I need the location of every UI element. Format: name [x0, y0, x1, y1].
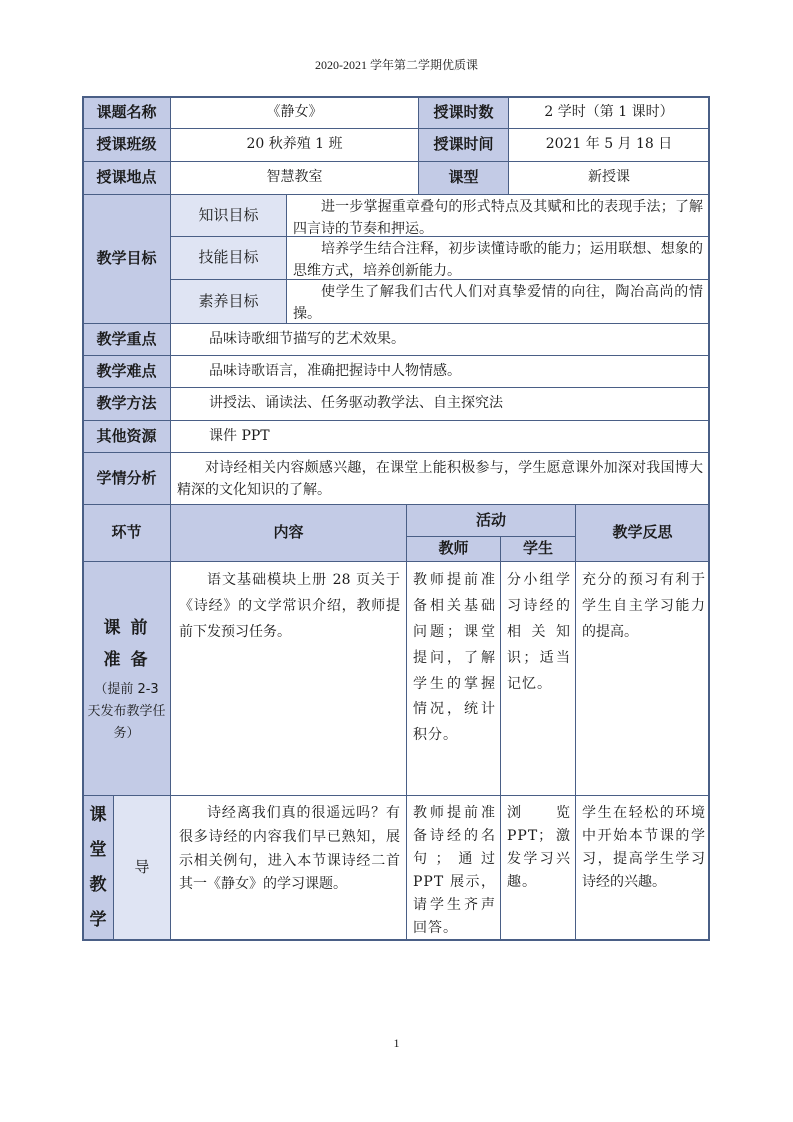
page-number: 1 [393, 1036, 400, 1050]
in-class-char-2: 堂 [89, 840, 107, 861]
reflection-header: 教学反思 [575, 504, 710, 562]
intro-teacher: 教师提前准备诗经的名句；通过 PPT 展示，请学生齐声回答。 [406, 795, 501, 941]
analysis-label: 学情分析 [82, 452, 171, 505]
resource-label: 其他资源 [82, 420, 171, 453]
type-value: 新授课 [508, 161, 710, 195]
stage-header: 环节 [82, 504, 171, 562]
place-label: 授课地点 [82, 161, 171, 195]
hours-value: 2 学时（第 1 课时） [508, 96, 710, 129]
place-value: 智慧教室 [170, 161, 419, 195]
key-point-text: 品味诗歌细节描写的艺术效果。 [170, 323, 710, 356]
pre-class-reflection: 充分的预习有利于学生自主学习能力的提高。 [575, 561, 710, 796]
quality-goal-label: 素养目标 [170, 279, 287, 324]
student-header: 学生 [500, 536, 576, 562]
in-class-stage [82, 795, 114, 941]
pre-class-note: （提前 2-3 天发布教学任务） [87, 681, 166, 741]
resource-text: 课件 PPT [170, 420, 710, 453]
difficulty-label: 教学难点 [82, 355, 171, 388]
content-header: 内容 [170, 504, 407, 562]
course-name-value: 《静女》 [170, 96, 419, 129]
hours-label: 授课时数 [418, 96, 509, 129]
pre-class-stage [82, 561, 171, 796]
in-class-char-4: 学 [89, 909, 107, 930]
goals-label: 教学目标 [82, 194, 171, 324]
knowledge-goal-text: 进一步掌握重章叠句的形式特点及其赋和比的表现手法；了解四言诗的节奏和押运。 [286, 194, 710, 237]
type-label: 课型 [418, 161, 509, 195]
pre-class-title-line2: 准 备 [103, 650, 150, 671]
intro-student: 浏览 PPT；激发学习兴趣。 [500, 795, 576, 941]
method-label: 教学方法 [82, 387, 171, 421]
intro-reflection: 学生在轻松的环境中开始本节课的学习，提高学生学习诗经的兴趣。 [575, 795, 710, 941]
page-header: 2020-2021 学年第二学期优质课 [315, 58, 478, 72]
intro-sub-stage: 导 [113, 795, 171, 941]
intro-content: 诗经离我们真的很遥远吗？有很多诗经的内容我们早已熟知，展示相关例句，进入本节课诗经二首其一《静女》的学习课题。 [170, 795, 407, 941]
time-label: 授课时间 [418, 128, 509, 162]
in-class-char-1: 课 [89, 805, 107, 826]
quality-goal-text: 使学生了解我们古代人们对真挚爱情的向往，陶冶高尚的情操。 [286, 279, 710, 324]
pre-class-teacher: 教师提前准备相关基础问题；课堂提问，了解学生的掌握情况，统计积分。 [406, 561, 501, 796]
knowledge-goal-label: 知识目标 [170, 194, 287, 237]
key-point-label: 教学重点 [82, 323, 171, 356]
class-label: 授课班级 [82, 128, 171, 162]
skill-goal-label: 技能目标 [170, 236, 287, 280]
course-name-label: 课题名称 [82, 96, 171, 129]
pre-class-content: 语文基础模块上册 28 页关于《诗经》的文学常识介绍，教师提前下发预习任务。 [170, 561, 407, 796]
activity-header: 活动 [406, 504, 576, 537]
time-value: 2021 年 5 月 18 日 [508, 128, 710, 162]
class-value: 20 秋养殖 1 班 [170, 128, 419, 162]
pre-class-student: 分小组学习诗经的相关知识；适当记忆。 [500, 561, 576, 796]
skill-goal-text: 培养学生结合注释，初步读懂诗歌的能力；运用联想、想象的思维方式，培养创新能力。 [286, 236, 710, 280]
difficulty-text: 品味诗歌语言，准确把握诗中人物情感。 [170, 355, 710, 388]
in-class-char-3: 教 [89, 875, 107, 895]
teacher-header: 教师 [406, 536, 501, 562]
analysis-text: 对诗经相关内容颇感兴趣，在课堂上能积极参与，学生愿意课外加深对我国博大精深的文化知识的了解。 [170, 452, 710, 505]
method-text: 讲授法、诵读法、任务驱动教学法、自主探究法 [170, 387, 710, 421]
pre-class-title-line1: 课 前 [103, 618, 150, 638]
